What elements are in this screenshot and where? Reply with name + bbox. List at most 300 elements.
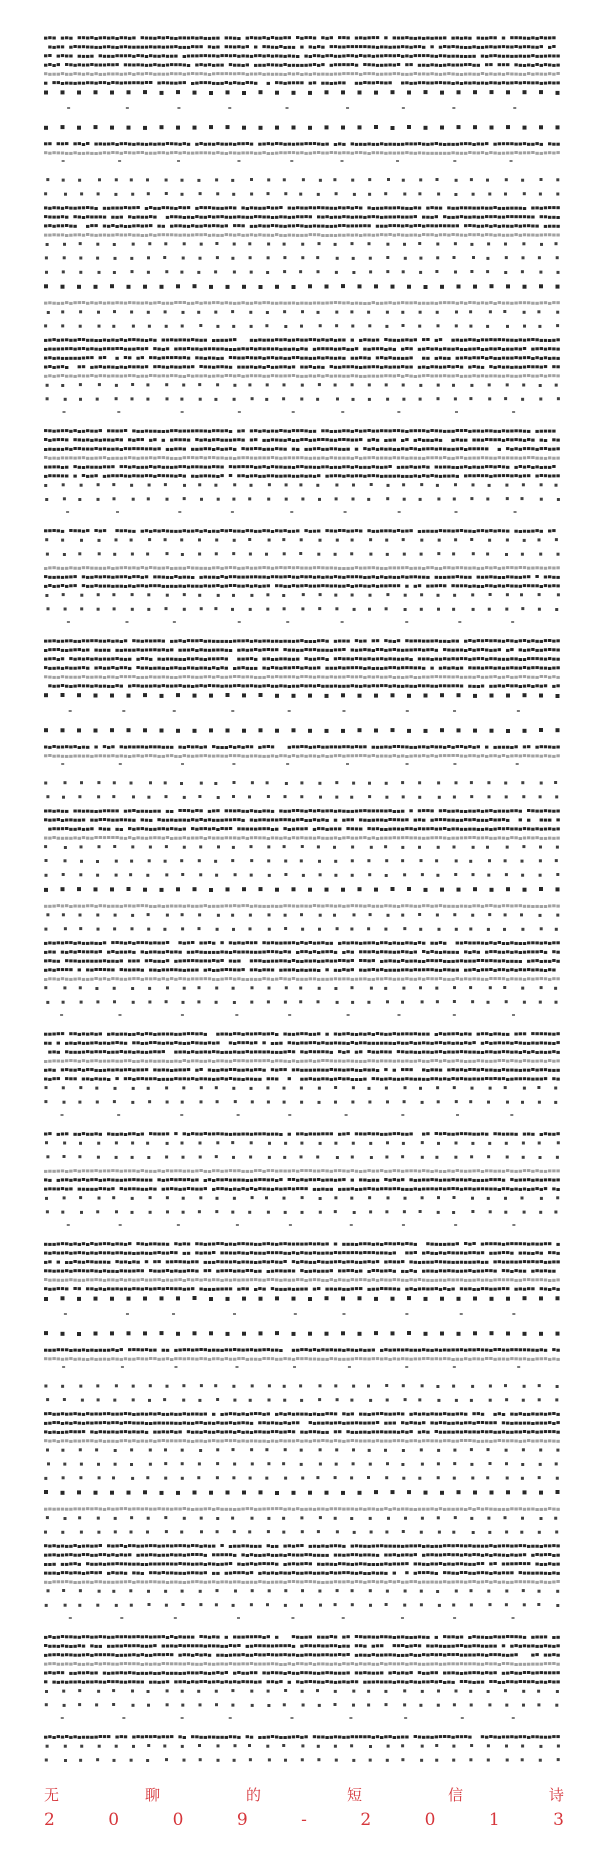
texture-mark xyxy=(385,383,388,386)
texture-mark xyxy=(540,207,543,210)
texture-mark xyxy=(120,448,123,451)
texture-mark xyxy=(422,225,425,228)
texture-mark xyxy=(267,657,270,660)
texture-mark xyxy=(506,593,509,596)
texture-mark xyxy=(212,584,215,587)
texture-mark xyxy=(48,529,51,532)
texture-mark xyxy=(470,497,473,500)
texture-mark xyxy=(418,530,421,533)
texture-mark xyxy=(216,192,219,195)
texture-mark xyxy=(283,357,286,360)
texture-mark xyxy=(110,284,114,288)
texture-mark xyxy=(128,649,131,652)
texture-mark xyxy=(393,339,396,342)
texture-mark xyxy=(141,649,144,652)
texture-mark xyxy=(334,810,337,813)
texture-mark xyxy=(330,54,333,57)
texture-mark xyxy=(204,81,207,84)
texture-mark xyxy=(363,45,366,48)
texture-mark xyxy=(468,348,471,351)
texture-mark xyxy=(64,193,67,196)
texture-mark xyxy=(296,529,299,532)
texture-mark xyxy=(208,810,211,813)
texture-mark xyxy=(556,357,559,360)
texture-mark xyxy=(268,483,271,486)
texture-mark xyxy=(447,448,450,451)
texture-mark xyxy=(258,64,261,67)
texture-mark xyxy=(439,81,442,84)
texture-mark xyxy=(229,45,232,48)
texture-mark xyxy=(502,457,505,460)
texture-mark xyxy=(384,567,387,570)
texture-mark xyxy=(409,366,412,369)
texture-mark xyxy=(456,745,459,748)
texture-mark xyxy=(359,430,362,433)
texture-mark xyxy=(472,483,475,486)
texture-mark xyxy=(502,63,505,66)
texture-mark xyxy=(212,566,215,569)
texture-mark xyxy=(535,457,538,460)
texture-mark xyxy=(292,234,295,237)
texture-mark xyxy=(437,608,440,611)
texture-mark xyxy=(317,206,320,209)
texture-mark xyxy=(107,207,110,210)
texture-mark xyxy=(304,225,307,228)
texture-mark xyxy=(166,585,169,588)
texture-mark xyxy=(493,143,496,146)
texture-mark xyxy=(372,301,375,304)
texture-mark xyxy=(157,207,160,210)
texture-mark xyxy=(384,216,387,219)
texture-mark xyxy=(481,55,484,58)
texture-mark xyxy=(99,658,102,661)
texture-mark xyxy=(111,55,114,58)
texture-mark xyxy=(187,347,190,350)
texture-mark xyxy=(330,576,333,579)
texture-mark xyxy=(73,225,76,228)
texture-mark xyxy=(346,575,349,578)
texture-mark xyxy=(120,338,123,341)
texture-mark xyxy=(481,447,484,450)
texture-mark xyxy=(149,81,152,84)
texture-mark xyxy=(535,347,538,350)
texture-mark xyxy=(502,302,505,305)
texture-mark xyxy=(346,754,349,757)
texture-mark xyxy=(165,270,168,273)
texture-mark xyxy=(456,233,459,236)
texture-mark xyxy=(241,46,244,49)
texture-mark xyxy=(552,584,555,587)
texture-mark xyxy=(406,710,409,712)
texture-mark xyxy=(317,225,320,228)
texture-mark xyxy=(317,809,320,812)
texture-mark xyxy=(330,685,333,688)
texture-mark xyxy=(149,667,152,670)
texture-mark xyxy=(321,152,324,155)
texture-mark xyxy=(149,566,152,569)
texture-mark xyxy=(519,82,522,85)
texture-mark xyxy=(112,325,115,328)
texture-mark xyxy=(490,126,494,130)
texture-mark xyxy=(98,552,101,555)
texture-mark xyxy=(531,648,534,651)
texture-mark xyxy=(422,658,425,661)
texture-mark xyxy=(266,781,269,784)
texture-mark xyxy=(426,152,429,155)
texture-mark xyxy=(111,567,114,570)
texture-mark xyxy=(317,339,320,342)
texture-mark xyxy=(157,474,160,477)
texture-mark xyxy=(430,72,433,75)
texture-mark xyxy=(164,242,167,245)
texture-mark xyxy=(488,397,491,400)
texture-mark xyxy=(346,685,349,688)
texture-mark xyxy=(170,658,173,661)
texture-mark xyxy=(99,374,102,377)
texture-mark xyxy=(288,430,291,433)
texture-mark xyxy=(82,234,85,237)
texture-mark xyxy=(325,694,329,698)
texture-mark xyxy=(418,192,421,195)
texture-mark xyxy=(160,729,164,733)
texture-mark xyxy=(288,348,291,351)
texture-mark xyxy=(153,676,156,679)
texture-mark xyxy=(267,216,270,219)
texture-mark xyxy=(502,207,505,210)
texture-mark xyxy=(231,310,234,313)
texture-mark xyxy=(82,746,85,749)
texture-mark xyxy=(493,302,496,305)
texture-mark xyxy=(531,365,534,368)
texture-mark xyxy=(166,81,169,84)
texture-mark xyxy=(157,685,160,688)
texture-mark xyxy=(73,45,76,48)
texture-mark xyxy=(90,639,93,642)
texture-mark xyxy=(120,745,123,748)
texture-mark xyxy=(124,666,127,669)
texture-mark xyxy=(296,685,299,688)
texture-mark xyxy=(539,553,542,556)
texture-mark xyxy=(318,242,321,245)
texture-mark xyxy=(44,658,47,661)
texture-mark xyxy=(174,457,177,460)
texture-mark xyxy=(209,91,213,95)
texture-mark xyxy=(44,529,47,532)
texture-mark xyxy=(52,576,55,579)
texture-mark xyxy=(409,640,412,643)
texture-mark xyxy=(548,676,551,679)
texture-mark xyxy=(107,585,110,588)
texture-mark xyxy=(149,72,152,75)
texture-mark xyxy=(460,755,463,758)
texture-mark xyxy=(519,648,522,651)
texture-mark xyxy=(414,206,417,209)
texture-mark xyxy=(250,81,253,84)
texture-mark xyxy=(510,438,513,441)
texture-mark xyxy=(472,256,475,259)
texture-mark xyxy=(233,781,236,784)
texture-mark xyxy=(506,566,509,569)
texture-mark xyxy=(493,566,496,569)
texture-mark xyxy=(254,374,257,377)
texture-mark xyxy=(418,375,421,378)
texture-mark xyxy=(279,348,282,351)
texture-mark xyxy=(422,649,425,652)
texture-mark xyxy=(103,302,106,305)
texture-mark xyxy=(523,55,526,58)
texture-mark xyxy=(498,576,501,579)
texture-mark xyxy=(166,46,169,49)
texture-mark xyxy=(359,754,362,757)
texture-mark xyxy=(452,384,455,387)
texture-mark xyxy=(388,675,391,678)
texture-mark xyxy=(414,439,417,442)
texture-mark xyxy=(119,763,122,765)
texture-mark xyxy=(498,152,501,155)
texture-mark xyxy=(527,745,530,748)
texture-mark xyxy=(246,755,249,758)
texture-mark xyxy=(351,348,354,351)
texture-mark xyxy=(414,54,417,57)
texture-mark xyxy=(103,225,106,228)
texture-mark xyxy=(334,82,337,85)
texture-mark xyxy=(251,397,254,400)
texture-mark xyxy=(183,242,186,245)
texture-mark xyxy=(422,374,425,377)
texture-mark xyxy=(115,649,118,652)
texture-mark xyxy=(319,796,322,799)
texture-mark xyxy=(342,648,345,651)
texture-mark xyxy=(544,206,547,209)
texture-mark xyxy=(531,302,534,305)
texture-mark xyxy=(557,593,560,596)
texture-mark xyxy=(181,325,184,328)
texture-mark xyxy=(556,365,559,368)
texture-mark xyxy=(401,466,404,469)
texture-mark xyxy=(351,475,354,478)
texture-mark xyxy=(183,685,186,688)
texture-mark xyxy=(447,529,450,532)
texture-mark xyxy=(325,73,328,76)
texture-mark xyxy=(472,301,475,304)
texture-mark xyxy=(346,763,349,765)
texture-mark xyxy=(414,639,417,642)
texture-mark xyxy=(275,447,278,450)
texture-mark xyxy=(170,215,173,218)
texture-mark xyxy=(355,151,358,154)
texture-mark xyxy=(279,37,282,40)
texture-mark xyxy=(514,657,517,660)
texture-mark xyxy=(368,178,371,181)
texture-mark xyxy=(405,475,408,478)
texture-mark xyxy=(493,754,496,757)
texture-mark xyxy=(325,448,328,451)
texture-mark xyxy=(292,566,295,569)
texture-mark xyxy=(65,82,68,85)
texture-mark xyxy=(195,45,198,48)
texture-mark xyxy=(313,54,316,57)
texture-mark xyxy=(325,649,328,652)
texture-mark xyxy=(73,429,76,432)
texture-mark xyxy=(386,243,389,246)
texture-mark xyxy=(265,398,268,401)
texture-mark xyxy=(254,474,257,477)
texture-mark xyxy=(78,55,81,58)
texture-mark xyxy=(162,46,165,49)
texture-mark xyxy=(535,465,538,468)
texture-mark xyxy=(443,81,446,84)
texture-mark xyxy=(355,810,358,813)
texture-mark xyxy=(166,152,169,155)
texture-mark xyxy=(531,151,534,154)
texture-mark xyxy=(468,648,471,651)
texture-mark xyxy=(321,465,324,468)
texture-mark xyxy=(128,675,131,678)
texture-mark xyxy=(170,576,173,579)
texture-mark xyxy=(523,666,526,669)
texture-mark xyxy=(370,483,373,486)
texture-mark xyxy=(282,538,285,541)
texture-mark xyxy=(472,439,475,442)
texture-mark xyxy=(334,225,337,228)
texture-mark xyxy=(191,72,194,75)
texture-mark xyxy=(535,338,538,341)
texture-mark xyxy=(241,216,244,219)
texture-mark xyxy=(275,64,278,67)
texture-mark xyxy=(342,457,345,460)
texture-mark xyxy=(556,81,559,84)
texture-mark xyxy=(544,474,547,477)
texture-mark xyxy=(94,584,97,587)
texture-mark xyxy=(165,179,168,182)
texture-mark xyxy=(456,438,459,441)
texture-mark xyxy=(73,64,76,67)
texture-mark xyxy=(229,356,232,359)
texture-mark xyxy=(246,375,249,378)
texture-mark xyxy=(131,397,134,400)
texture-mark xyxy=(531,357,534,360)
texture-mark xyxy=(351,63,354,66)
texture-mark xyxy=(544,439,547,442)
texture-mark xyxy=(537,310,540,313)
texture-mark xyxy=(351,439,354,442)
texture-mark xyxy=(241,234,244,237)
texture-mark xyxy=(539,125,543,129)
texture-mark xyxy=(78,684,81,687)
texture-mark xyxy=(195,448,198,451)
texture-mark xyxy=(178,809,181,812)
texture-mark xyxy=(107,439,110,442)
texture-mark xyxy=(510,302,513,305)
texture-mark xyxy=(313,81,316,84)
texture-mark xyxy=(183,448,186,451)
texture-mark xyxy=(304,142,307,145)
texture-mark xyxy=(342,72,345,75)
texture-mark xyxy=(468,666,471,669)
texture-mark xyxy=(57,429,60,432)
texture-mark xyxy=(376,356,379,359)
texture-mark xyxy=(384,667,387,670)
texture-mark xyxy=(334,216,337,219)
texture-mark xyxy=(237,530,240,533)
texture-mark xyxy=(178,347,181,350)
texture-mark xyxy=(369,270,372,273)
texture-mark xyxy=(292,356,295,359)
texture-mark xyxy=(397,576,400,579)
texture-mark xyxy=(313,746,316,749)
texture-mark xyxy=(130,311,133,314)
texture-mark xyxy=(309,575,312,578)
texture-mark xyxy=(510,215,513,218)
texture-mark xyxy=(220,666,223,669)
texture-mark xyxy=(321,438,324,441)
texture-mark xyxy=(107,301,110,304)
texture-mark xyxy=(451,474,454,477)
texture-mark xyxy=(279,684,282,687)
texture-mark xyxy=(456,475,459,478)
texture-mark xyxy=(523,745,526,748)
texture-mark xyxy=(481,46,484,49)
texture-mark xyxy=(279,234,282,237)
texture-mark xyxy=(464,448,467,451)
texture-mark xyxy=(86,72,89,75)
texture-mark xyxy=(493,585,496,588)
texture-mark xyxy=(435,215,438,218)
texture-mark xyxy=(489,54,492,57)
texture-mark xyxy=(254,37,257,40)
texture-mark xyxy=(380,225,383,228)
texture-mark xyxy=(540,498,543,501)
texture-mark xyxy=(141,755,144,758)
texture-mark xyxy=(120,457,123,460)
texture-mark xyxy=(341,411,344,413)
texture-mark xyxy=(363,457,366,460)
texture-mark xyxy=(267,584,270,587)
texture-mark xyxy=(225,152,228,155)
texture-mark xyxy=(204,357,207,360)
texture-mark xyxy=(376,55,379,58)
texture-mark xyxy=(531,657,534,660)
texture-mark xyxy=(493,675,496,678)
texture-mark xyxy=(61,142,64,145)
texture-mark xyxy=(292,207,295,210)
texture-mark xyxy=(338,648,341,651)
texture-mark xyxy=(115,384,118,387)
texture-mark xyxy=(292,728,296,732)
texture-mark xyxy=(233,566,236,569)
texture-mark xyxy=(141,430,144,433)
texture-mark xyxy=(145,216,148,219)
texture-mark xyxy=(552,374,555,377)
texture-mark xyxy=(506,658,509,661)
texture-mark xyxy=(48,216,51,219)
texture-mark xyxy=(300,73,303,76)
texture-mark xyxy=(393,54,396,57)
texture-mark xyxy=(304,429,307,432)
texture-mark xyxy=(334,584,337,587)
texture-mark xyxy=(538,608,541,611)
texture-mark xyxy=(468,216,471,219)
texture-mark xyxy=(527,81,530,84)
texture-mark xyxy=(302,593,305,596)
texture-mark xyxy=(279,206,282,209)
texture-mark xyxy=(435,55,438,58)
texture-mark xyxy=(267,498,270,501)
texture-mark xyxy=(535,575,538,578)
texture-mark xyxy=(367,585,370,588)
texture-mark xyxy=(103,685,106,688)
texture-mark xyxy=(162,225,165,228)
